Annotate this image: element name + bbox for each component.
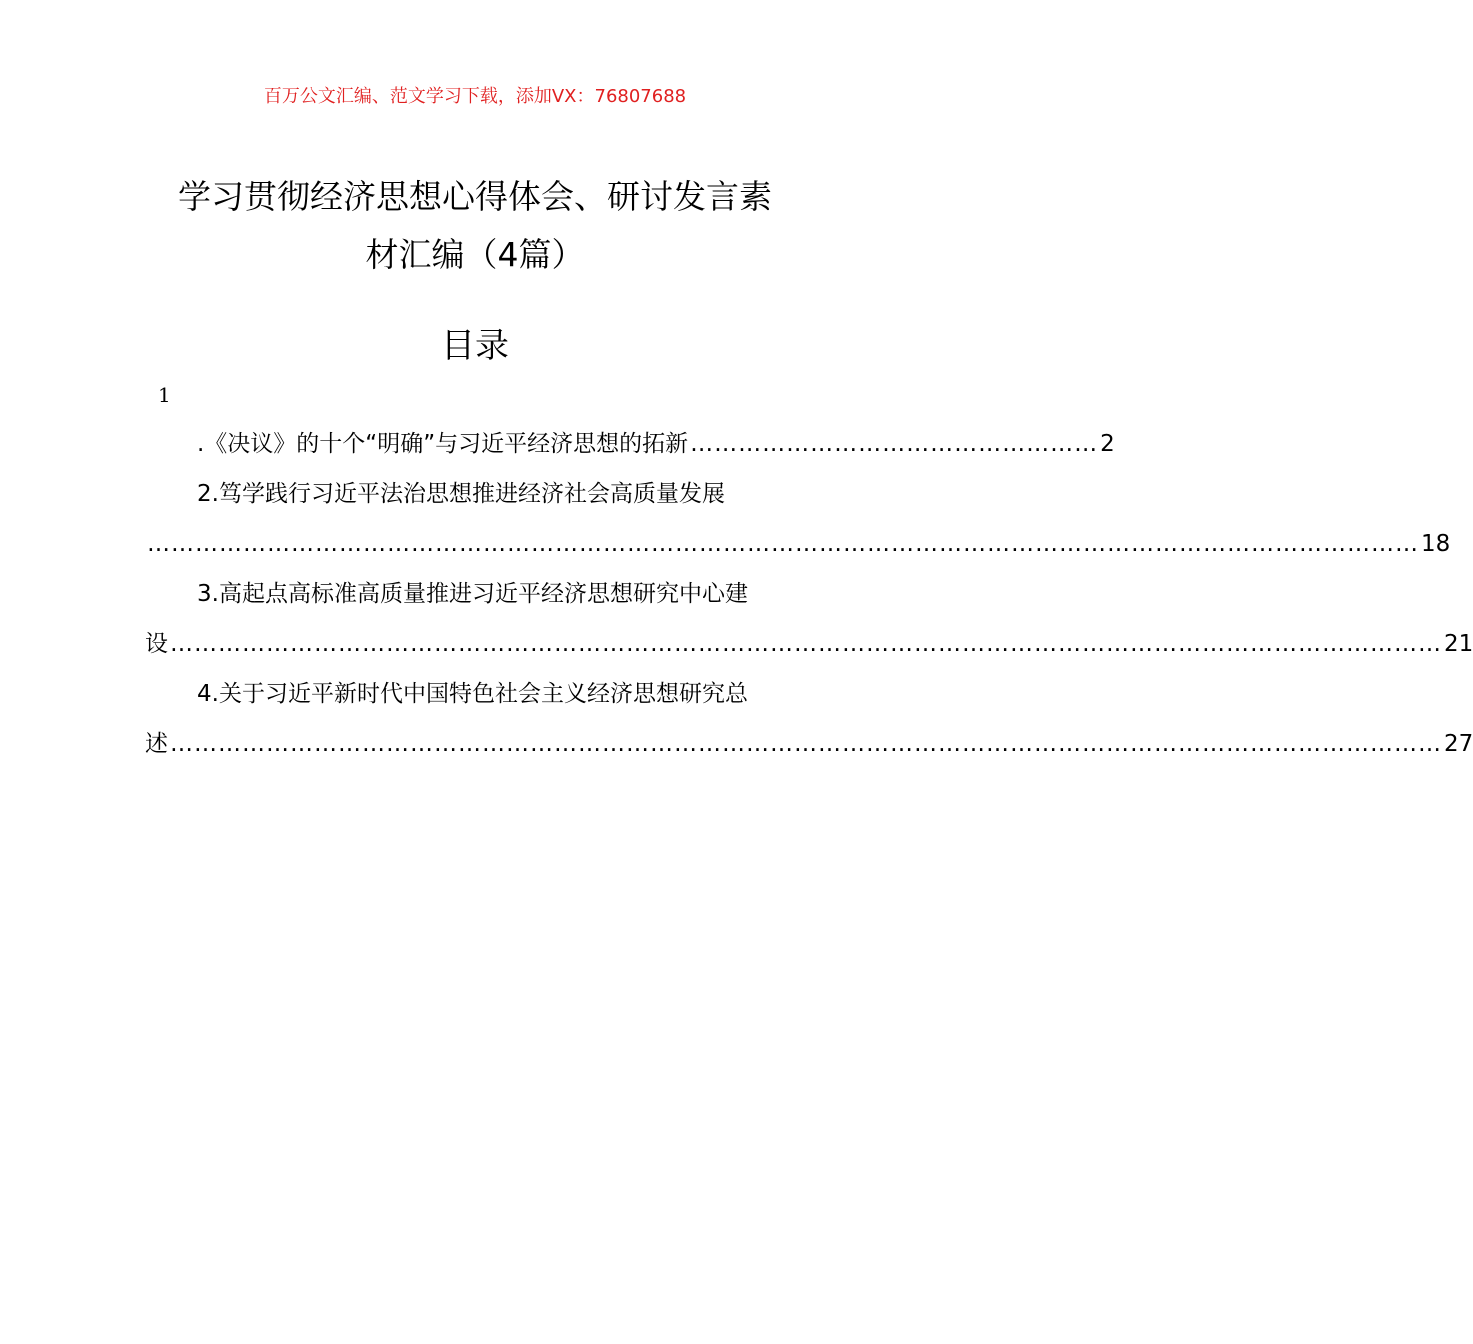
toc-entry-line	[145, 719, 1473, 769]
toc-entry-text: 4.关于习近平新时代中国特色社会主义经济思想研究总	[197, 681, 748, 707]
toc-entry-line	[145, 619, 1473, 669]
toc-entry-page: 2	[1100, 431, 1115, 457]
toc-entry-4[interactable]	[145, 669, 1473, 769]
toc-list	[145, 419, 1473, 769]
toc-entry-line	[145, 469, 807, 519]
toc-entry-1[interactable]	[145, 419, 1115, 469]
title-line-1: 学习贯彻经济思想心得体会、研讨发言素	[178, 177, 772, 216]
toc-entry-page: 21	[1444, 631, 1473, 657]
toc-entry-3[interactable]	[145, 569, 1473, 669]
toc-entry-text: 2.笃学践行习近平法治思想推进经济社会高质量发展	[197, 481, 725, 507]
toc-entry-text: 3.高起点高标准高质量推进习近平经济思想研究中心建	[197, 581, 748, 607]
toc-leader-dots: ……………………………………………	[690, 431, 1099, 457]
toc-entry-line	[145, 419, 1115, 469]
toc-entry-text: .《决议》的十个“明确”与习近平经济思想的拓新	[197, 431, 689, 457]
toc-entry-line	[145, 669, 807, 719]
toc-leader-dots: ……………………………………………………………………………………………………………………………………………	[170, 731, 1442, 757]
toc-entry-text-cont: 设	[145, 631, 168, 657]
toc-leader-dots: ……………………………………………………………………………………………………………………………………………	[147, 531, 1419, 557]
toc-heading: 目录	[441, 326, 509, 366]
toc-entry-2[interactable]	[145, 469, 1451, 569]
toc-first-number: 1	[158, 383, 171, 407]
toc-entry-line	[145, 569, 807, 619]
toc-entry-page: 18	[1421, 531, 1451, 557]
toc-entry-line	[145, 519, 1451, 569]
title-line-2: 材汇编（4篇）	[365, 235, 585, 274]
toc-entry-page: 27	[1444, 731, 1473, 757]
toc-entry-text-cont: 述	[145, 731, 168, 757]
document-title	[140, 168, 810, 284]
toc-leader-dots: ……………………………………………………………………………………………………………………………………………	[170, 631, 1442, 657]
header-note: 百万公文汇编、范文学习下载，添加VX：76807688	[263, 86, 687, 107]
